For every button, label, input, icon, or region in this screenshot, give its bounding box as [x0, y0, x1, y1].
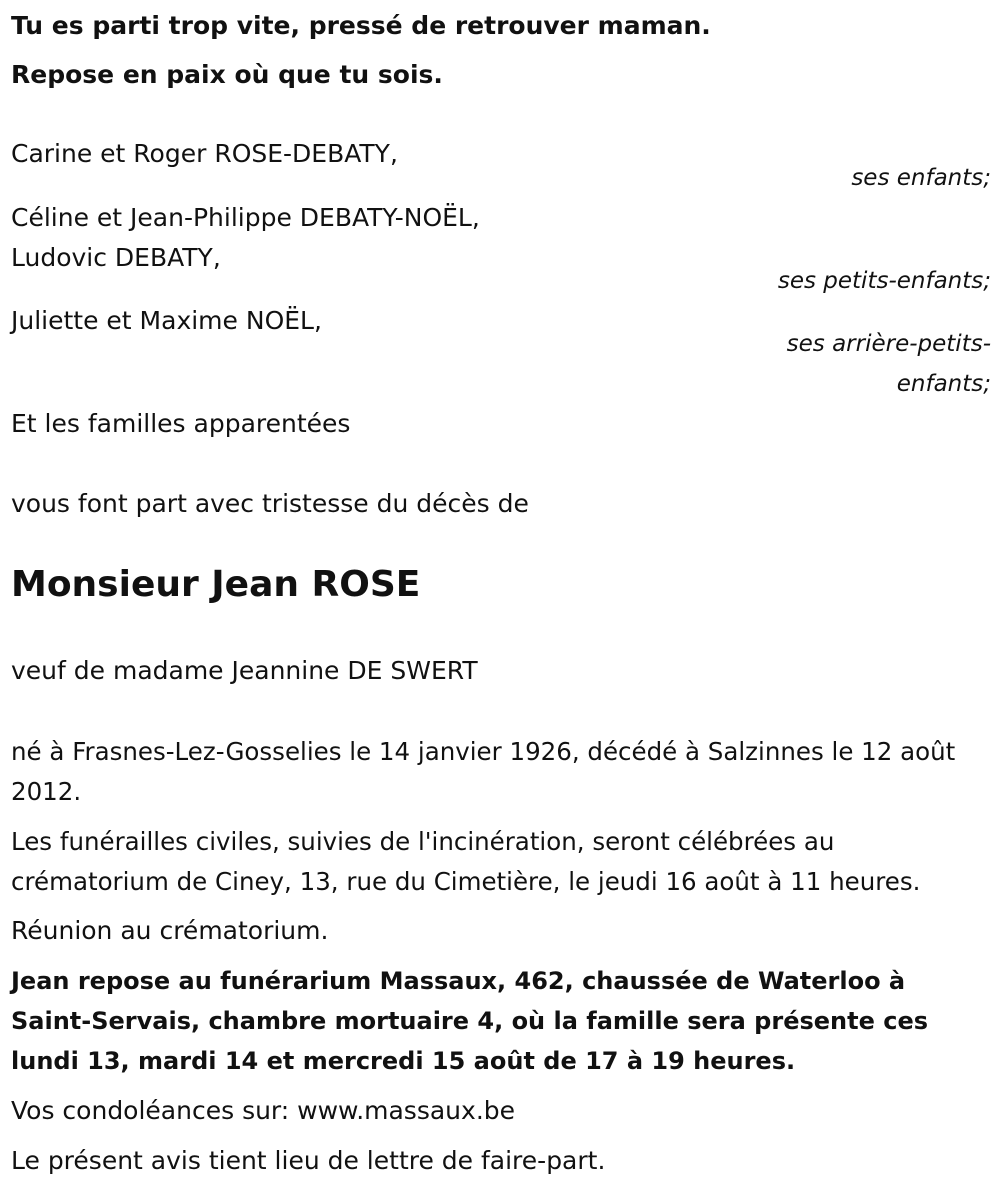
great-grandchildren-names: Juliette et Maxime NOËL,: [11, 306, 322, 335]
closing-note: Le présent avis tient lieu de lettre de faire-part.: [11, 1146, 606, 1175]
children-names: Carine et Roger ROSE-DEBATY,: [11, 139, 398, 168]
deceased-name: Monsieur Jean ROSE: [11, 564, 421, 605]
condolences: Vos condoléances sur: www.massaux.be: [11, 1096, 516, 1125]
widower-of: veuf de madame Jeannine DE SWERT: [11, 656, 478, 685]
birth-death: né à Frasnes-Lez-Gosselies le 14 janvier 1926, décédé à Salzinnes le 12 août 2012.: [11, 737, 956, 806]
epitaph-line-2: Repose en paix où que tu sois.: [11, 60, 443, 89]
grandchildren-names-1: Céline et Jean-Philippe DEBATY-NOËL,: [11, 203, 480, 232]
meeting-place: Réunion au crématorium.: [11, 916, 329, 945]
grandchildren-names-2: Ludovic DEBATY,: [11, 243, 221, 272]
great-grandchildren-role-line-2: enfants;: [896, 371, 991, 397]
death-notice: [11, 0, 991, 1195]
epitaph-line-1: Tu es parti trop vite, pressé de retrouver maman.: [11, 11, 711, 40]
announcement: vous font part avec tristesse du décès de: [11, 489, 529, 518]
visitation-details: Jean repose au funérarium Massaux, 462, chaussée de Waterloo à Saint-Servais, chambre mortuaire 4, où la famille sera présente ces lundi 13, mardi 14 et mercredi 15 août de 17 à 19 heures.: [11, 967, 929, 1075]
grandchildren-role: ses petits-enfants;: [777, 268, 991, 294]
relatives: Et les familles apparentées: [11, 409, 351, 438]
children-role: ses enfants;: [851, 165, 991, 191]
great-grandchildren-role-line-1: ses arrière-petits-: [786, 331, 991, 357]
funeral-details: Les funérailles civiles, suivies de l'incinération, seront célébrées au crématorium de Ciney, 13, rue du Cimetière, le jeudi 16 août à 11 heures.: [11, 827, 921, 896]
